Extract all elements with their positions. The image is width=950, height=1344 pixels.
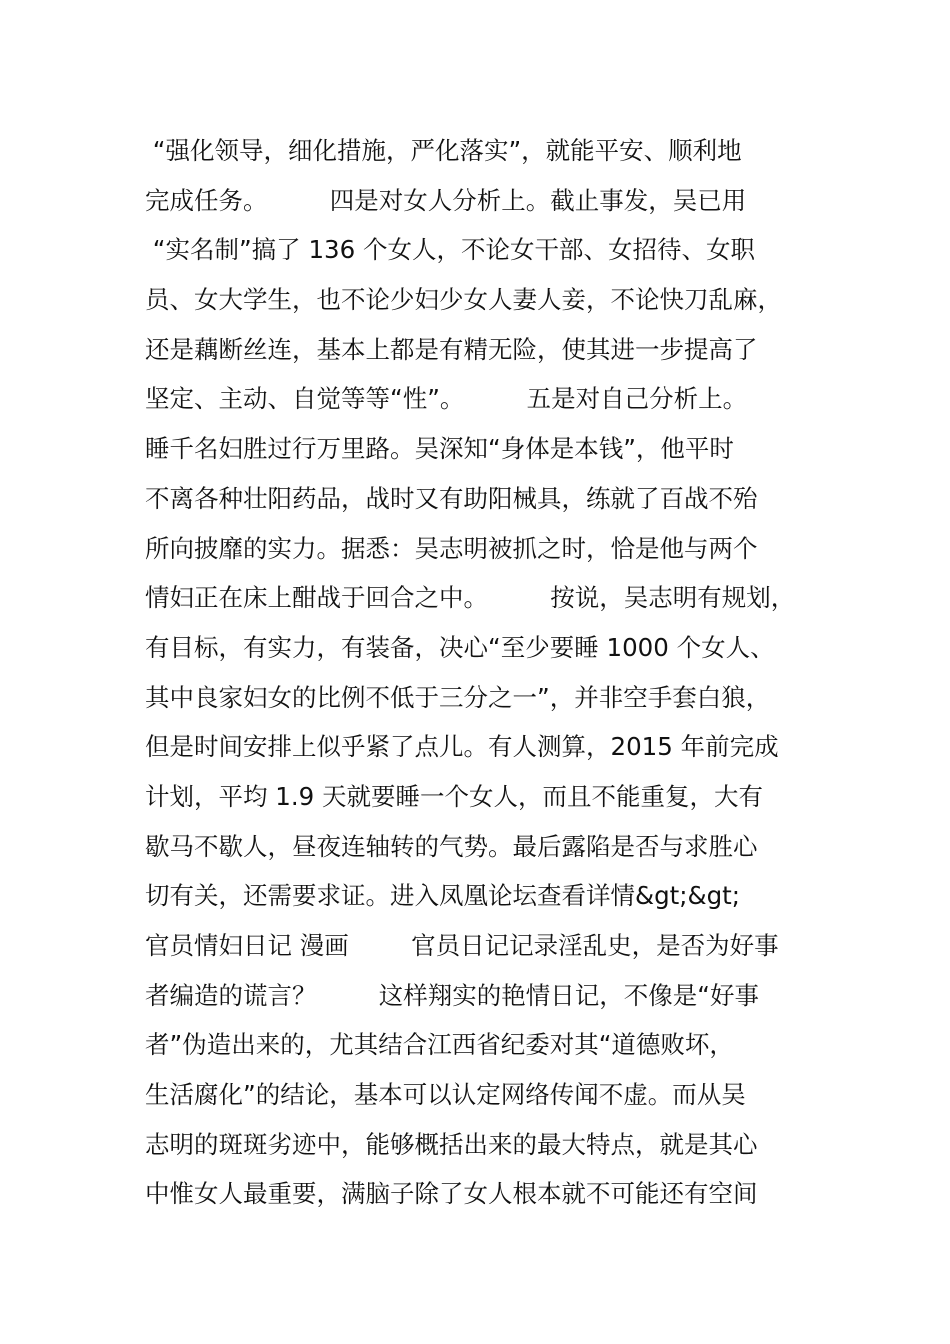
text-line: 切有关，还需要求证。进入凤凰论坛查看详情&gt;&gt; — [145, 881, 741, 911]
text-line: “强化领导，细化措施，严化落实”，就能平安、顺利地 — [145, 136, 742, 165]
text-line: 其中良家妇女的比例不低于三分之一”，并非空手套白狼， — [145, 682, 771, 712]
text-line: 官员情妇日记 漫画 官员日记记录淫乱史，是否为好事 — [145, 931, 779, 960]
text-line: 完成任务。 四是对女人分析上。截止事发，吴已用 — [145, 185, 747, 215]
text-line: 情妇正在床上酣战于回合之中。 按说，吴志明有规划， — [145, 583, 796, 613]
text-line: 睡千名妇胜过行万里路。吴深知“身体是本钱”，他平时 — [145, 434, 734, 464]
text-line: 者编造的谎言？ 这样翔实的艳情日记，不像是“好事 — [145, 980, 759, 1010]
text-line: 计划，平均 1.9 天就要睡一个女人，而且不能重复，大有 — [145, 781, 764, 811]
text-line: 不离各种壮阳药品，战时又有助阳械具，练就了百战不殆 — [145, 483, 758, 513]
text-line: 中惟女人最重要，满脑子除了女人根本就不可能还有空间 — [145, 1179, 758, 1209]
body-text — [145, 126, 815, 1219]
text-line: 有目标，有实力，有装备，决心“至少要睡 1000 个女人、 — [145, 632, 775, 662]
text-line: 坚定、主动、自觉等等“性”。 五是对自己分析上。 — [145, 384, 748, 414]
text-line: 者”伪造出来的，尤其结合江西省纪委对其“道德败坏， — [145, 1030, 734, 1060]
text-line: 生活腐化”的结论，基本可以认定网络传闻不虚。而从吴 — [145, 1080, 746, 1110]
text-line: 志明的斑斑劣迹中，能够概括出来的最大特点，就是其心 — [145, 1129, 758, 1159]
text-line: 员、女大学生，也不论少妇少女人妻人妾，不论快刀乱麻， — [145, 285, 782, 315]
text-line: 歇马不歇人，昼夜连轴转的气势。最后露陷是否与求胜心 — [145, 831, 758, 861]
text-line: 所向披靡的实力。据悉：吴志明被抓之时，恰是他与两个 — [145, 533, 758, 563]
text-line: 但是时间安排上似乎紧了点儿。有人测算，2015 年前完成 — [145, 732, 779, 762]
text-line: “实名制”搞了 136 个女人，不论女干部、女招待、女职 — [145, 235, 756, 265]
text-line: 还是藕断丝连，基本上都是有精无险，使其进一步提高了 — [145, 334, 758, 364]
